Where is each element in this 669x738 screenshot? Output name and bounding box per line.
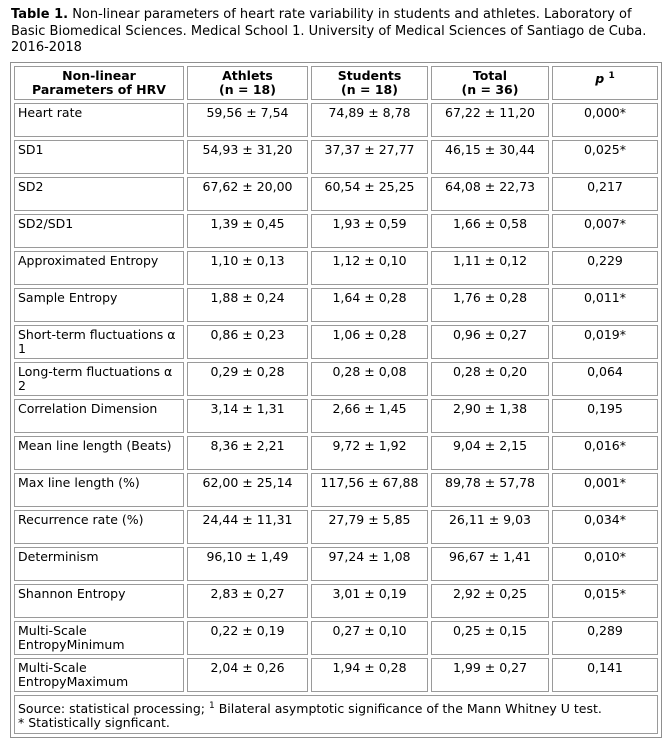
cell-p-value: 0,064	[552, 362, 658, 396]
cell-total: 46,15 ± 30,44	[431, 140, 549, 174]
cell-parameter: Multi-Scale EntropyMaximum	[14, 658, 184, 692]
cell-total: 0,28 ± 0,20	[431, 362, 549, 396]
cell-athlets: 0,22 ± 0,19	[187, 621, 308, 655]
table-row	[14, 177, 658, 211]
cell-p-value: 0,016*	[552, 436, 658, 470]
cell-parameter: Recurrence rate (%)	[14, 510, 184, 544]
header-parameters: Non-linear Parameters of HRV	[14, 66, 184, 100]
table-row	[14, 214, 658, 248]
cell-total: 64,08 ± 22,73	[431, 177, 549, 211]
cell-parameter: Long-term fluctuations α 2	[14, 362, 184, 396]
header-athlets: Athlets (n = 18)	[187, 66, 308, 100]
cell-p-value: 0,141	[552, 658, 658, 692]
caption-label: Table 1.	[11, 7, 69, 22]
cell-total: 89,78 ± 57,78	[431, 473, 549, 507]
cell-parameter: SD1	[14, 140, 184, 174]
table-row	[14, 140, 658, 174]
footnote-row	[14, 695, 658, 734]
cell-students: 1,93 ± 0,59	[311, 214, 428, 248]
table-row	[14, 288, 658, 322]
cell-p-value: 0,011*	[552, 288, 658, 322]
cell-total: 26,11 ± 9,03	[431, 510, 549, 544]
cell-total: 0,96 ± 0,27	[431, 325, 549, 359]
caption-text: Non-linear parameters of heart rate variability in students and athletes. Laboratory of Basic Biomedical Sciences. Medical School 1. University of Medical Sciences of Santiago de Cuba. 2016-2018	[11, 7, 647, 55]
cell-parameter: Determinism	[14, 547, 184, 581]
table-row	[14, 436, 658, 470]
table-row	[14, 103, 658, 137]
cell-p-value: 0,195	[552, 399, 658, 433]
cell-p-value: 0,217	[552, 177, 658, 211]
cell-athlets: 62,00 ± 25,14	[187, 473, 308, 507]
header-row	[14, 66, 658, 100]
table-row	[14, 510, 658, 544]
cell-parameter: Mean line length (Beats)	[14, 436, 184, 470]
cell-athlets: 59,56 ± 7,54	[187, 103, 308, 137]
cell-athlets: 8,36 ± 2,21	[187, 436, 308, 470]
cell-students: 9,72 ± 1,92	[311, 436, 428, 470]
table-row	[14, 399, 658, 433]
cell-athlets: 1,10 ± 0,13	[187, 251, 308, 285]
cell-p-value: 0,015*	[552, 584, 658, 618]
cell-total: 1,99 ± 0,27	[431, 658, 549, 692]
cell-athlets: 96,10 ± 1,49	[187, 547, 308, 581]
table-row	[14, 658, 658, 692]
cell-parameter: Shannon Entropy	[14, 584, 184, 618]
cell-athlets: 1,39 ± 0,45	[187, 214, 308, 248]
cell-students: 0,28 ± 0,08	[311, 362, 428, 396]
cell-parameter: Max line length (%)	[14, 473, 184, 507]
cell-students: 74,89 ± 8,78	[311, 103, 428, 137]
cell-students: 1,64 ± 0,28	[311, 288, 428, 322]
cell-athlets: 24,44 ± 11,31	[187, 510, 308, 544]
cell-p-value: 0,001*	[552, 473, 658, 507]
cell-students: 27,79 ± 5,85	[311, 510, 428, 544]
cell-students: 3,01 ± 0,19	[311, 584, 428, 618]
cell-parameter: Short-term fluctuations α 1	[14, 325, 184, 359]
cell-students: 1,06 ± 0,28	[311, 325, 428, 359]
cell-p-value: 0,289	[552, 621, 658, 655]
footnote: Source: statistical processing; $^1$ Bilateral asymptotic significance of the Mann Whitney U test. * Statistically signficant.	[14, 695, 658, 734]
cell-athlets: 0,86 ± 0,23	[187, 325, 308, 359]
cell-p-value: 0,025*	[552, 140, 658, 174]
cell-athlets: 2,04 ± 0,26	[187, 658, 308, 692]
cell-p-value: 0,229	[552, 251, 658, 285]
cell-total: 1,11 ± 0,12	[431, 251, 549, 285]
cell-athlets: 54,93 ± 31,20	[187, 140, 308, 174]
cell-parameter: Approximated Entropy	[14, 251, 184, 285]
header-total: Total (n = 36)	[431, 66, 549, 100]
cell-p-value: 0,019*	[552, 325, 658, 359]
cell-athlets: 1,88 ± 0,24	[187, 288, 308, 322]
cell-students: 117,56 ± 67,88	[311, 473, 428, 507]
cell-parameter: Sample Entropy	[14, 288, 184, 322]
cell-students: 1,12 ± 0,10	[311, 251, 428, 285]
table-caption	[11, 7, 661, 57]
table-row	[14, 251, 658, 285]
cell-parameter: SD2/SD1	[14, 214, 184, 248]
cell-students: 97,24 ± 1,08	[311, 547, 428, 581]
header-p-value: p $^1$	[552, 66, 658, 100]
cell-athlets: 2,83 ± 0,27	[187, 584, 308, 618]
table-row	[14, 362, 658, 396]
cell-parameter: SD2	[14, 177, 184, 211]
cell-parameter: Heart rate	[14, 103, 184, 137]
table-row	[14, 584, 658, 618]
cell-parameter: Correlation Dimension	[14, 399, 184, 433]
cell-students: 60,54 ± 25,25	[311, 177, 428, 211]
data-table-frame	[10, 62, 662, 738]
cell-students: 0,27 ± 0,10	[311, 621, 428, 655]
cell-p-value: 0,007*	[552, 214, 658, 248]
cell-students: 2,66 ± 1,45	[311, 399, 428, 433]
cell-students: 1,94 ± 0,28	[311, 658, 428, 692]
cell-total: 2,92 ± 0,25	[431, 584, 549, 618]
header-students: Students (n = 18)	[311, 66, 428, 100]
cell-total: 67,22 ± 11,20	[431, 103, 549, 137]
cell-p-value: 0,034*	[552, 510, 658, 544]
cell-total: 9,04 ± 2,15	[431, 436, 549, 470]
cell-total: 2,90 ± 1,38	[431, 399, 549, 433]
cell-athlets: 0,29 ± 0,28	[187, 362, 308, 396]
cell-athlets: 3,14 ± 1,31	[187, 399, 308, 433]
table-row	[14, 473, 658, 507]
cell-parameter: Multi-Scale EntropyMinimum	[14, 621, 184, 655]
cell-total: 1,76 ± 0,28	[431, 288, 549, 322]
cell-total: 1,66 ± 0,58	[431, 214, 549, 248]
hrv-table	[11, 63, 661, 737]
cell-athlets: 67,62 ± 20,00	[187, 177, 308, 211]
cell-total: 96,67 ± 1,41	[431, 547, 549, 581]
cell-students: 37,37 ± 27,77	[311, 140, 428, 174]
cell-total: 0,25 ± 0,15	[431, 621, 549, 655]
table-row	[14, 621, 658, 655]
cell-p-value: 0,000*	[552, 103, 658, 137]
cell-p-value: 0,010*	[552, 547, 658, 581]
table-row	[14, 547, 658, 581]
table-row	[14, 325, 658, 359]
